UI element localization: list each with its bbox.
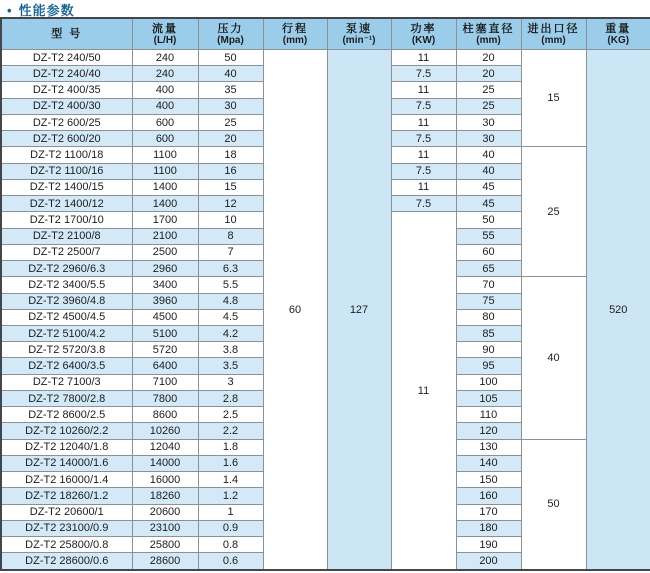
cell-flow: 16000 xyxy=(132,472,198,488)
cell-plunger-diameter: 30 xyxy=(456,131,521,147)
column-unit: (mm) xyxy=(282,34,308,46)
cell-pressure: 1.4 xyxy=(198,472,263,488)
cell-plunger-diameter: 30 xyxy=(456,114,521,130)
cell-plunger-diameter: 110 xyxy=(456,407,521,423)
cell-flow: 14000 xyxy=(132,455,198,471)
cell-flow: 4500 xyxy=(132,309,198,325)
cell-model: DZ-T2 23100/0.9 xyxy=(1,520,132,536)
cell-pressure: 3.5 xyxy=(198,358,263,374)
cell-power-merged: 11 xyxy=(391,212,456,570)
table-body xyxy=(1,50,650,571)
cell-model: DZ-T2 16000/1.4 xyxy=(1,472,132,488)
cell-model: DZ-T2 4500/4.5 xyxy=(1,309,132,325)
cell-pressure: 2.5 xyxy=(198,407,263,423)
cell-flow: 600 xyxy=(132,131,198,147)
column-label: 柱塞直径 xyxy=(462,22,515,35)
cell-plunger-diameter: 130 xyxy=(456,439,521,455)
cell-flow: 5100 xyxy=(132,325,198,341)
cell-plunger-diameter: 60 xyxy=(456,244,521,260)
cell-stroke-merged: 60 xyxy=(263,50,327,571)
cell-pressure: 1.2 xyxy=(198,488,263,504)
cell-plunger-diameter: 95 xyxy=(456,358,521,374)
cell-flow: 12040 xyxy=(132,439,198,455)
cell-flow: 7100 xyxy=(132,374,198,390)
cell-plunger-diameter: 45 xyxy=(456,179,521,195)
cell-model: DZ-T2 6400/3.5 xyxy=(1,358,132,374)
table-row xyxy=(1,50,650,66)
cell-plunger-diameter: 180 xyxy=(456,520,521,536)
cell-model: DZ-T2 7100/3 xyxy=(1,374,132,390)
column-header-7 xyxy=(521,18,586,50)
cell-plunger-diameter: 105 xyxy=(456,390,521,406)
cell-pressure: 6.3 xyxy=(198,261,263,277)
column-header-6 xyxy=(456,18,521,50)
cell-flow: 7800 xyxy=(132,390,198,406)
cell-model: DZ-T2 2960/6.3 xyxy=(1,261,132,277)
cell-pump-speed-merged: 127 xyxy=(327,50,391,571)
cell-port-diameter-merged: 15 xyxy=(521,50,586,147)
cell-flow: 2960 xyxy=(132,261,198,277)
cell-model: DZ-T2 1700/10 xyxy=(1,212,132,228)
cell-pressure: 12 xyxy=(198,196,263,212)
cell-pressure: 16 xyxy=(198,163,263,179)
cell-pressure: 7 xyxy=(198,244,263,260)
cell-power: 7.5 xyxy=(391,196,456,212)
cell-model: DZ-T2 5100/4.2 xyxy=(1,325,132,341)
cell-pressure: 4.2 xyxy=(198,325,263,341)
table-header xyxy=(1,18,650,50)
cell-pressure: 15 xyxy=(198,179,263,195)
cell-model: DZ-T2 3960/4.8 xyxy=(1,293,132,309)
cell-pressure: 2.8 xyxy=(198,390,263,406)
cell-pressure: 35 xyxy=(198,82,263,98)
cell-plunger-diameter: 25 xyxy=(456,82,521,98)
cell-plunger-diameter: 50 xyxy=(456,212,521,228)
cell-model: DZ-T2 8600/2.5 xyxy=(1,407,132,423)
cell-pressure: 8 xyxy=(198,228,263,244)
cell-pressure: 30 xyxy=(198,98,263,114)
cell-flow: 2500 xyxy=(132,244,198,260)
column-label: 泵速 xyxy=(346,22,372,35)
cell-power: 11 xyxy=(391,50,456,66)
cell-model: DZ-T2 1100/18 xyxy=(1,147,132,163)
cell-flow: 240 xyxy=(132,66,198,82)
cell-power: 11 xyxy=(391,82,456,98)
cell-pressure: 3 xyxy=(198,374,263,390)
cell-model: DZ-T2 400/35 xyxy=(1,82,132,98)
cell-model: DZ-T2 18260/1.2 xyxy=(1,488,132,504)
cell-pressure: 3.8 xyxy=(198,342,263,358)
cell-pressure: 20 xyxy=(198,131,263,147)
cell-plunger-diameter: 25 xyxy=(456,98,521,114)
cell-plunger-diameter: 150 xyxy=(456,472,521,488)
column-unit: (KG) xyxy=(607,34,630,46)
cell-model: DZ-T2 25800/0.8 xyxy=(1,537,132,553)
cell-model: DZ-T2 600/20 xyxy=(1,131,132,147)
cell-pressure: 1.8 xyxy=(198,439,263,455)
cell-port-diameter-merged: 50 xyxy=(521,439,586,570)
cell-model: DZ-T2 14000/1.6 xyxy=(1,455,132,471)
cell-plunger-diameter: 20 xyxy=(456,66,521,82)
cell-model: DZ-T2 1400/12 xyxy=(1,196,132,212)
column-header-8 xyxy=(586,18,650,50)
cell-flow: 1100 xyxy=(132,163,198,179)
page-title-text: 性能参数 xyxy=(18,3,75,18)
cell-power: 7.5 xyxy=(391,163,456,179)
cell-model: DZ-T2 28600/0.6 xyxy=(1,553,132,570)
cell-flow: 3960 xyxy=(132,293,198,309)
cell-flow: 600 xyxy=(132,114,198,130)
column-label: 进出口径 xyxy=(527,22,580,35)
cell-model: DZ-T2 20600/1 xyxy=(1,504,132,520)
cell-power: 7.5 xyxy=(391,66,456,82)
column-header-5 xyxy=(391,18,456,50)
cell-flow: 2100 xyxy=(132,228,198,244)
cell-flow: 6400 xyxy=(132,358,198,374)
cell-model: DZ-T2 600/25 xyxy=(1,114,132,130)
column-unit: (mm) xyxy=(476,34,501,46)
column-label: 行程 xyxy=(282,22,308,35)
cell-pressure: 25 xyxy=(198,114,263,130)
cell-power: 11 xyxy=(391,179,456,195)
cell-port-diameter-merged: 40 xyxy=(521,277,586,439)
cell-pressure: 0.8 xyxy=(198,537,263,553)
cell-pressure: 2.2 xyxy=(198,423,263,439)
column-unit: (Mpa) xyxy=(217,34,244,46)
spec-table xyxy=(0,17,650,571)
column-header-0 xyxy=(1,18,132,50)
cell-flow: 28600 xyxy=(132,553,198,570)
cell-model: DZ-T2 7800/2.8 xyxy=(1,390,132,406)
cell-pressure: 0.9 xyxy=(198,520,263,536)
cell-model: DZ-T2 240/50 xyxy=(1,50,132,66)
cell-plunger-diameter: 140 xyxy=(456,455,521,471)
cell-model: DZ-T2 5720/3.8 xyxy=(1,342,132,358)
cell-plunger-diameter: 65 xyxy=(456,261,521,277)
column-label: 重量 xyxy=(605,22,632,35)
cell-plunger-diameter: 40 xyxy=(456,147,521,163)
cell-model: DZ-T2 1400/15 xyxy=(1,179,132,195)
column-header-3 xyxy=(263,18,327,50)
cell-flow: 23100 xyxy=(132,520,198,536)
cell-model: DZ-T2 2100/8 xyxy=(1,228,132,244)
cell-model: DZ-T2 240/40 xyxy=(1,66,132,82)
cell-model: DZ-T2 400/30 xyxy=(1,98,132,114)
cell-plunger-diameter: 45 xyxy=(456,196,521,212)
cell-flow: 10260 xyxy=(132,423,198,439)
cell-plunger-diameter: 100 xyxy=(456,374,521,390)
cell-plunger-diameter: 160 xyxy=(456,488,521,504)
cell-flow: 400 xyxy=(132,98,198,114)
bullet-icon: • xyxy=(7,3,13,18)
cell-weight-merged: 520 xyxy=(586,50,650,571)
column-label: 型 号 xyxy=(51,28,83,40)
header-row xyxy=(1,18,650,50)
cell-flow: 8600 xyxy=(132,407,198,423)
cell-power: 11 xyxy=(391,114,456,130)
column-header-4 xyxy=(327,18,391,50)
cell-plunger-diameter: 200 xyxy=(456,553,521,570)
cell-model: DZ-T2 2500/7 xyxy=(1,244,132,260)
cell-flow: 1700 xyxy=(132,212,198,228)
cell-plunger-diameter: 170 xyxy=(456,504,521,520)
column-label: 功率 xyxy=(410,22,437,35)
cell-plunger-diameter: 20 xyxy=(456,50,521,66)
cell-pressure: 0.6 xyxy=(198,553,263,570)
cell-pressure: 4.8 xyxy=(198,293,263,309)
cell-pressure: 1.6 xyxy=(198,455,263,471)
cell-pressure: 10 xyxy=(198,212,263,228)
cell-model: DZ-T2 1100/16 xyxy=(1,163,132,179)
cell-plunger-diameter: 70 xyxy=(456,277,521,293)
cell-flow: 25800 xyxy=(132,537,198,553)
cell-flow: 1100 xyxy=(132,147,198,163)
cell-plunger-diameter: 55 xyxy=(456,228,521,244)
cell-flow: 1400 xyxy=(132,196,198,212)
column-unit: (min⁻¹) xyxy=(342,34,376,46)
column-unit: (KW) xyxy=(411,34,436,46)
cell-plunger-diameter: 90 xyxy=(456,342,521,358)
cell-flow: 400 xyxy=(132,82,198,98)
cell-pressure: 1 xyxy=(198,504,263,520)
cell-plunger-diameter: 190 xyxy=(456,537,521,553)
column-unit: (L/H) xyxy=(153,34,177,46)
cell-flow: 240 xyxy=(132,50,198,66)
cell-port-diameter-merged: 25 xyxy=(521,147,586,277)
cell-pressure: 40 xyxy=(198,66,263,82)
cell-model: DZ-T2 10260/2.2 xyxy=(1,423,132,439)
cell-pressure: 4.5 xyxy=(198,309,263,325)
cell-pressure: 5.5 xyxy=(198,277,263,293)
cell-pressure: 50 xyxy=(198,50,263,66)
cell-flow: 20600 xyxy=(132,504,198,520)
column-header-1 xyxy=(132,18,198,50)
cell-model: DZ-T2 3400/5.5 xyxy=(1,277,132,293)
cell-power: 11 xyxy=(391,147,456,163)
cell-pressure: 18 xyxy=(198,147,263,163)
cell-plunger-diameter: 120 xyxy=(456,423,521,439)
cell-power: 7.5 xyxy=(391,98,456,114)
cell-power: 7.5 xyxy=(391,131,456,147)
column-label: 压力 xyxy=(217,22,244,35)
cell-flow: 18260 xyxy=(132,488,198,504)
cell-flow: 1400 xyxy=(132,179,198,195)
cell-plunger-diameter: 85 xyxy=(456,325,521,341)
cell-flow: 5720 xyxy=(132,342,198,358)
cell-flow: 3400 xyxy=(132,277,198,293)
cell-plunger-diameter: 80 xyxy=(456,309,521,325)
column-label: 流量 xyxy=(152,22,178,35)
column-unit: (mm) xyxy=(541,34,566,46)
cell-plunger-diameter: 40 xyxy=(456,163,521,179)
cell-model: DZ-T2 12040/1.8 xyxy=(1,439,132,455)
cell-plunger-diameter: 75 xyxy=(456,293,521,309)
column-header-2 xyxy=(198,18,263,50)
